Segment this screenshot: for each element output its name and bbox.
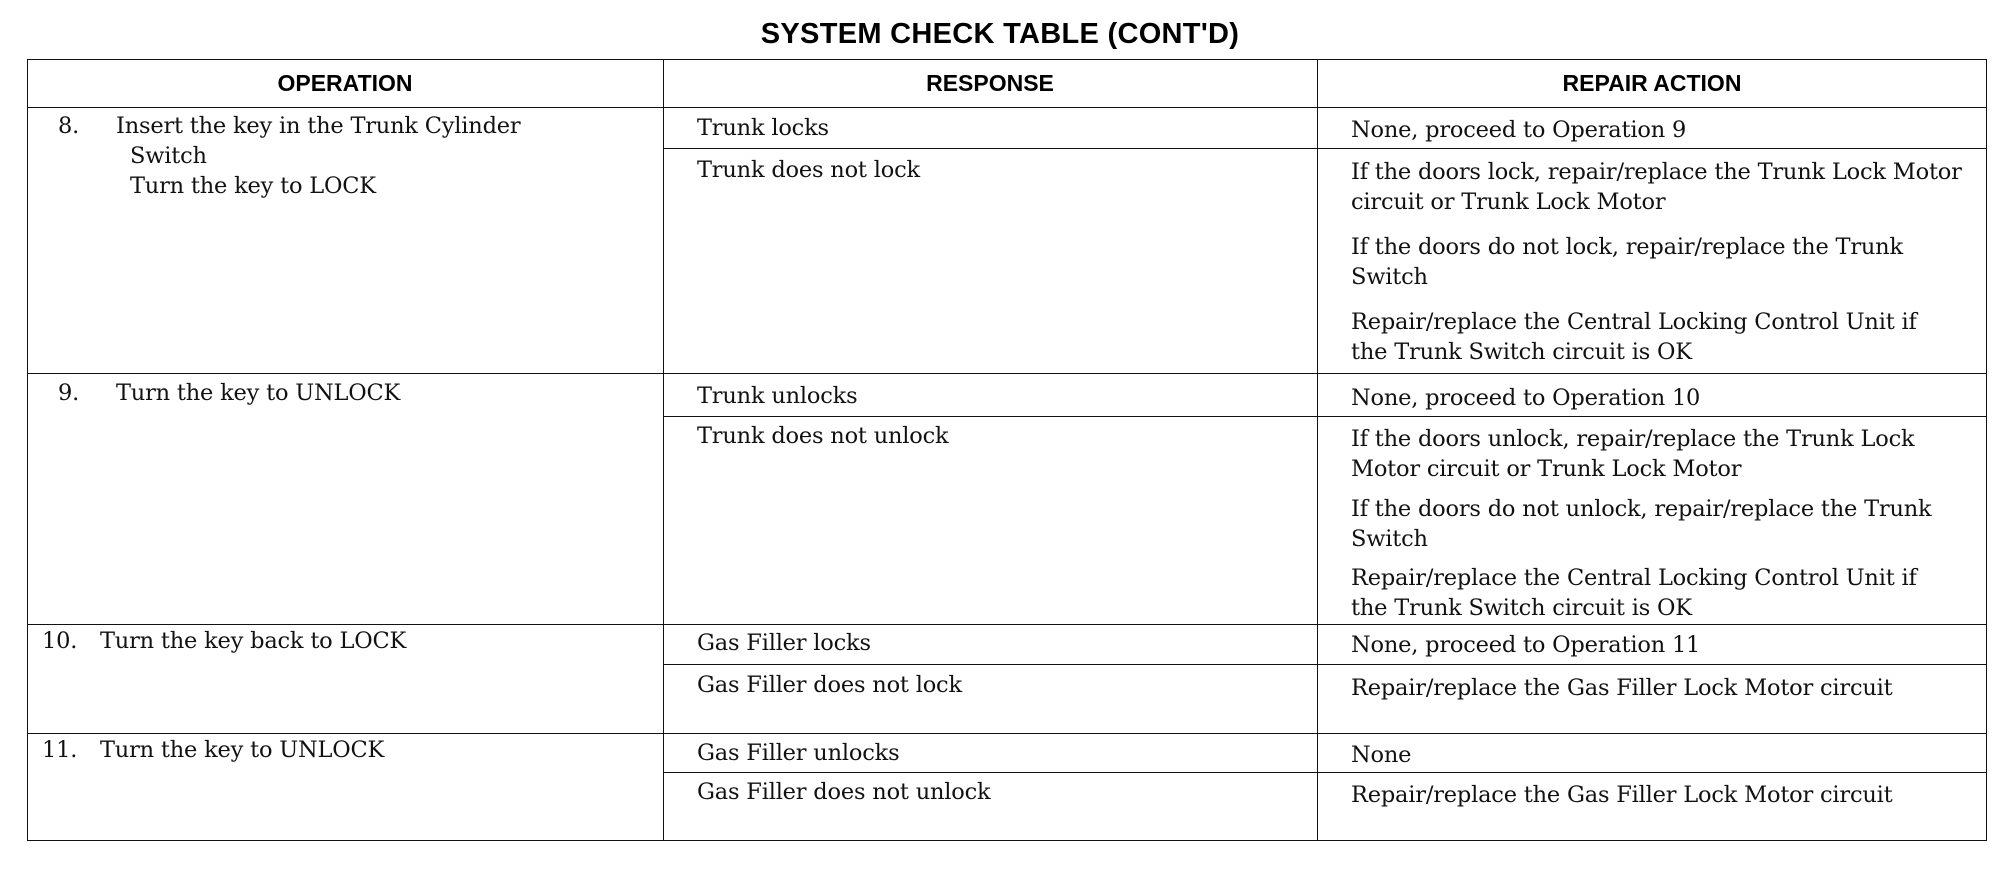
operation-number: 10. [42,628,78,654]
repair-action-cell: None, proceed to Operation 9 [1351,117,1687,143]
row-divider [663,416,1987,417]
response-cell: Gas Filler does not lock [697,672,962,698]
operation-text: Insert the key in the Trunk Cylinder [116,113,521,139]
repair-action-cell: If the doors unlock, repair/replace the Trunk Lock Motor circuit or Trunk Lock Motor [1351,426,1915,482]
response-cell: Trunk does not lock [697,157,920,183]
operation-number: 8. [58,113,80,139]
repair-action-cell: None, proceed to Operation 10 [1351,385,1701,411]
header-response: RESPONSE [926,70,1054,96]
operation-text: Turn the key to LOCK [130,173,376,199]
operation-text: Turn the key to UNLOCK [100,737,385,763]
header-divider [27,107,1987,108]
response-cell: Trunk unlocks [697,383,858,409]
header-operation: OPERATION [277,70,413,96]
repair-action-cell: Repair/replace the Central Locking Control Unit if the Trunk Switch circuit is OK [1351,309,1917,365]
table-row-operation [42,735,384,765]
operation-text: Switch [130,143,207,169]
response-cell: Gas Filler locks [697,630,871,656]
operation-number: 11. [42,737,78,763]
column-divider [663,59,664,841]
operation-text: Turn the key to UNLOCK [116,380,401,406]
row-divider [27,373,1987,374]
row-divider [27,733,1987,734]
operation-text: Turn the key back to LOCK [100,628,407,654]
header-repair-action: REPAIR ACTION [1562,70,1742,96]
repair-action-cell: Repair/replace the Central Locking Control Unit if the Trunk Switch circuit is OK [1351,565,1917,621]
table-title: SYSTEM CHECK TABLE (CONT'D) [760,18,1240,50]
repair-action-cell: Repair/replace the Gas Filler Lock Motor circuit [1351,782,1893,808]
response-cell: Trunk locks [697,115,829,141]
operation-number: 9. [58,380,80,406]
response-cell: Gas Filler unlocks [697,740,900,766]
repair-action-cell: None [1351,742,1412,768]
column-divider [1317,59,1318,841]
table-row-operation [58,378,400,408]
row-divider [663,148,1987,149]
row-divider [663,664,1987,665]
row-divider [663,772,1987,773]
row-divider [27,624,1987,625]
response-cell: Gas Filler does not unlock [697,779,991,805]
repair-action-cell: If the doors do not unlock, repair/replace the Trunk Switch [1351,496,1932,552]
repair-action-cell: Repair/replace the Gas Filler Lock Motor circuit [1351,675,1893,701]
repair-action-cell: None, proceed to Operation 11 [1351,632,1701,658]
response-cell: Trunk does not unlock [697,423,949,449]
repair-action-cell: If the doors do not lock, repair/replace the Trunk Switch [1351,234,1903,290]
repair-action-cell: If the doors lock, repair/replace the Trunk Lock Motor circuit or Trunk Lock Motor [1351,159,1962,215]
table-row-operation [58,111,520,201]
table-row-operation [42,626,406,656]
